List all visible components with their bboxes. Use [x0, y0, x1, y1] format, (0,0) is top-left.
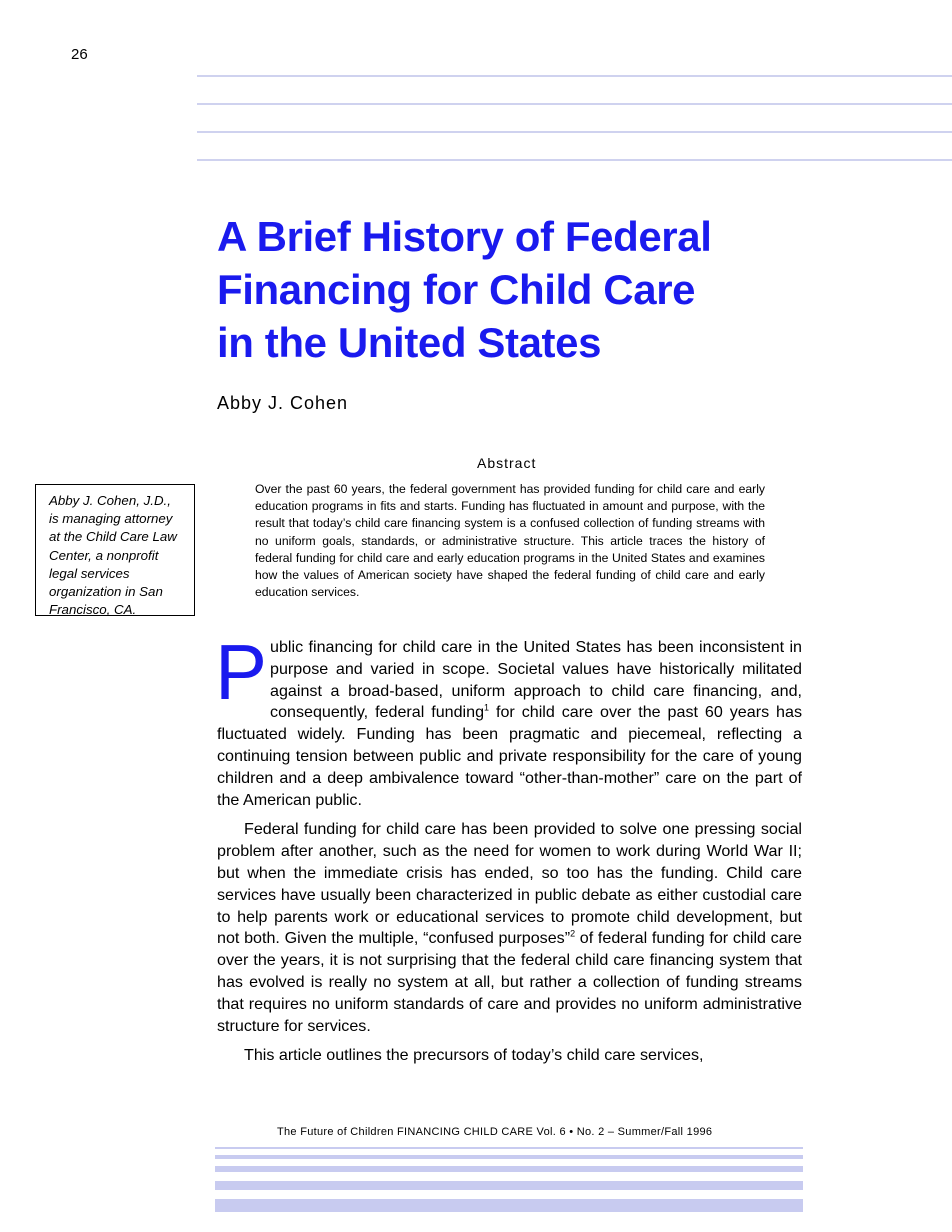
header-rule [197, 131, 952, 133]
author-note-box [35, 484, 195, 616]
header-rule [197, 159, 952, 161]
title-line: A Brief History of Federal [217, 213, 712, 260]
article-title [217, 210, 711, 369]
body-paragraph [217, 819, 802, 1037]
paragraph-text: for child care over the past 60 years has fluctuated widely. Funding has been pragmatic and piecemeal, reflecting a continuing tension between public and private responsibility for the care of young children and a deep ambivalence toward “other-than-mother” care on the part of the American public. [217, 703, 803, 809]
abstract-text: Over the past 60 years, the federal government has provided funding for child care and early education programs in fits and starts. Funding has fluctuated in amount and purpose, with the result that today’s child care financing system is a confused collection of funding streams with no uniform goals, standards, or administrative structure. This article traces the history of federal funding for child care and early education programs in the United States and examines how the values of American society have shaped the federal funding of child care and early education services. [255, 482, 765, 600]
page-number: 26 [71, 46, 88, 63]
footer-rule [215, 1166, 803, 1172]
abstract-heading: Abstract [477, 455, 537, 471]
footer-rule [215, 1155, 803, 1159]
footer-citation: The Future of Children FINANCING CHILD CARE Vol. 6 • No. 2 – Summer/Fall 1996 [277, 1126, 713, 1138]
footnote-ref[interactable]: 2 [570, 929, 576, 939]
author-note-text: Abby J. Cohen, J.D., is managing attorney at the Child Care Law Center, a nonprofit legal services organization in San Francisco, CA. [49, 493, 177, 618]
header-rule [197, 103, 952, 105]
footnote-ref[interactable]: 1 [484, 703, 490, 714]
footer-rule [215, 1147, 803, 1149]
drop-cap: P [215, 628, 268, 716]
paragraph-text: ublic financing for child care in the United States has been inconsistent in purpose and varied in scope. Societal values have historically militated against a broad-based, uniform approach to child care financing, and, consequently, federal funding [270, 638, 802, 722]
title-line: Financing for Child Care [217, 266, 696, 313]
paragraph-text: This article outlines the precursors of today’s child care services, [244, 1046, 704, 1065]
header-rule [197, 75, 952, 77]
paragraph-text: of federal funding for child care over the years, it is not surprising that the federal child care financing system that has evolved is really no system at all, but rather a collection of funding streams that requires no uniform standards of care and provides no uniform administrative structure for services. [217, 929, 802, 1035]
article-body [215, 628, 803, 1075]
footer-rule [215, 1199, 803, 1212]
paragraph-text: Federal funding for child care has been provided to solve one pressing social problem after another, such as the need for women to work during World War II; but when the immediate crisis has ended, so too has the funding. Child care services have usually been characterized in public debate as either custodial care to help parents work or educational services to promote child development, but not both. Given the multiple, “confused purposes” [217, 820, 802, 948]
footer-rule [215, 1181, 803, 1190]
body-paragraph [217, 1045, 802, 1067]
title-line: in the United States [217, 319, 602, 366]
author-name: Abby J. Cohen [217, 393, 349, 413]
body-paragraph [215, 628, 803, 811]
